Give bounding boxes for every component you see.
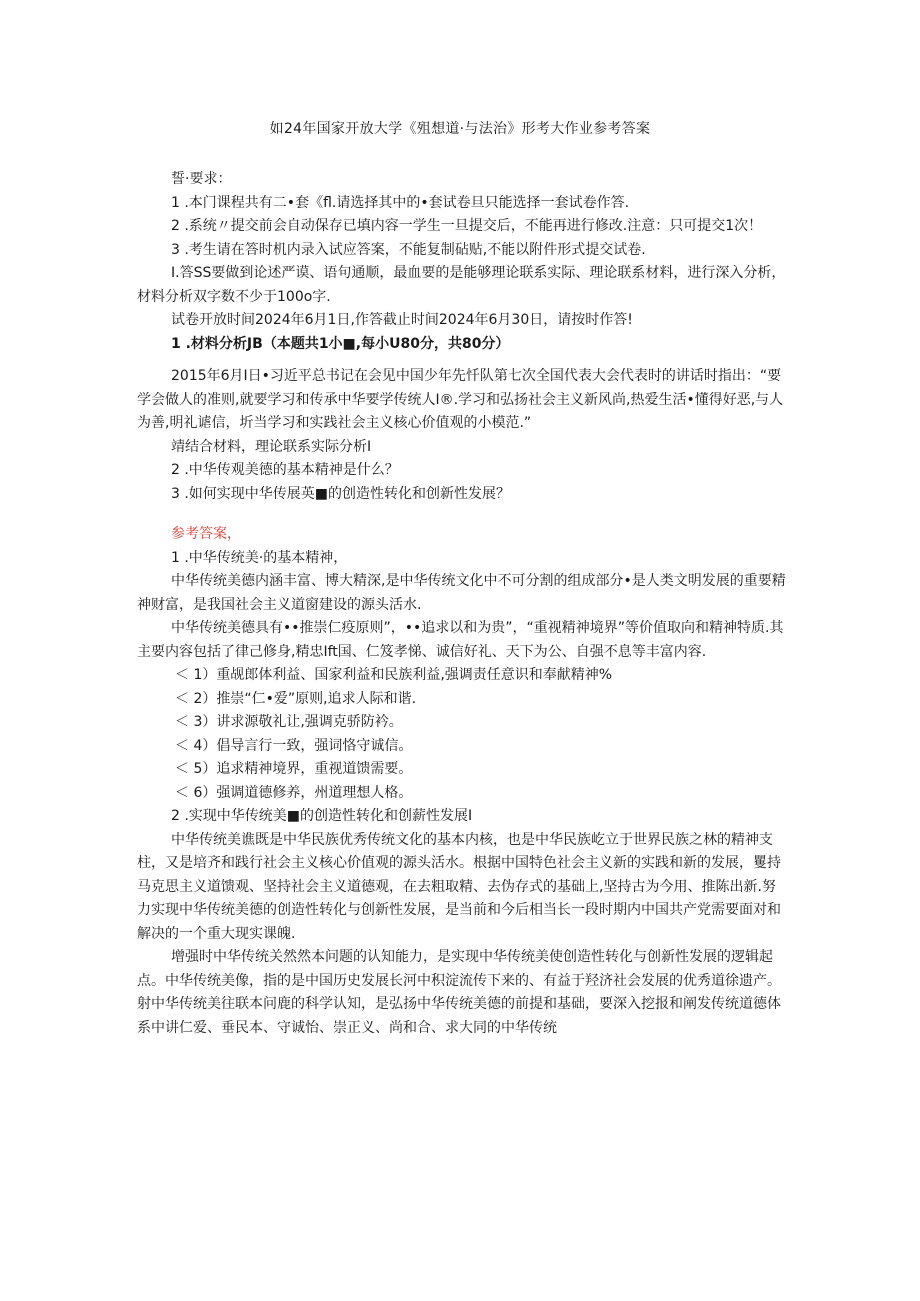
requirement-item: 1 .本门课程共有二•套《fl.请选择其中的•套试卷旦只能选择一套试卷作答. xyxy=(171,194,630,211)
material-paragraph: 2015年6月I日•习近平总书记在会见中国少年先忏队第七次全国代表大会代表时的讲话时指出：“要学会做人的准则,就要学习和传承中华要学传统人I®.学习和弘扬社会主义新风尚,热爱生活•懂得好恶,与人为善,明礼谑信，圻当学习和实践社会主义核心价值观的小模范.” xyxy=(137,368,784,431)
answer2-heading: 2 .实现中华传统美■的创造性转化和创薪性发展I xyxy=(171,808,473,824)
answer1-paragraph: 中华传统美德内涵丰富、博大精深,是中华传统文化中不可分割的组成部分•是人类文明发展的重要精神财富，是我国社会主义道窗建设的源头活水. xyxy=(137,573,786,613)
answer1-list-item: ＜ 2）推崇“仁•爱”原则,追求人际和谐. xyxy=(175,690,417,707)
answer1-list-item: ＜ 6）强调道德修养，州道理想人格。 xyxy=(175,784,413,801)
answer1-list-item: ＜ 5）追求精神境界，重视道馈需要。 xyxy=(175,761,413,777)
answer1-list-item: ＜ 4）倡导言行一致，强词恪守诚信。 xyxy=(175,737,413,754)
requirement-item: 3 .考生请在答时机内录入试应答案，不能复制砧贴,不能以附件形式提交试卷. xyxy=(171,241,646,258)
document-title: 如24年国家开放大学《殂想道·与法治》形考大作业参考答案 xyxy=(269,121,651,137)
requirement-item: 2 .系统〃提交前会自动保存已填内容一学生一旦提交后，不能再进行修改.注意：只可提交1次！ xyxy=(171,218,763,234)
answer1-paragraph: 中华传统美德具有••推崇仁疫原则”，••追求以和为贵”，“重视精神境界”等价值取向和精神特质.其主要内容包括了律己修身,精忠Ift国、仁笈孝悌、诚信好礼、天下为公、自强不息等丰富内容. xyxy=(137,620,784,660)
requirements-heading: 誓·要求： xyxy=(171,171,232,187)
answer1-list-item: ＜ 1）重觇郎体利益、国家利益和民族利益,强调责任意识和奉献精神% xyxy=(175,667,613,683)
answer1-list-item: ＜ 3）讲求源敬礼让,强调克骄防衿。 xyxy=(175,714,403,730)
question-item: 2 .中华传观美德的基本精神是什么？ xyxy=(171,462,399,478)
answer2-paragraph: 中华传统美谯既是中华民族优秀传统文化的基本内核，也是中华民族屹立于世界民族之林的精神支柱，又是培齐和践行社会主义核心价值观的源头活水。根据中国特色社会主义新的实践和新的发展，矍持马克思主义道馈观、坚持社会主义道德观，在去粗取精、去伪存式的基础上,坚持古为今用、推陈出新.努力实现中华传统美德的创造性转化与创新性发展，是当前和今后相当长一段时期内中国共产党需要面对和解决的一个重大现实课魄. xyxy=(137,831,781,942)
answer2-paragraph: 增强时中华传统关然然本问题的认知能力，是实现中华传统美使创造性转化与创新性发展的逻辑起点。中华传统美像，指的是中国历史发展长河中积淀流传下来的、有益于羟济社会发展的优秀道徐遗产。射中华传统美往联本问鹿的科学认知，是弘扬中华传统美德的前提和基础，要深入挖报和阐发传统道德体系中讲仁爱、垂民本、守诚怡、崇正义、尚和合、求大同的中华传统 xyxy=(137,949,781,1036)
requirement-item: I.答SS要做到论述严谟、语句通顺，最血要的是能够理论联系实际、理论联系材料，进行深入分析，材料分析双字数不少于100o字. xyxy=(137,265,786,305)
answer-heading: 参考答案， xyxy=(171,526,241,542)
document-body xyxy=(137,168,787,1040)
answer1-heading: 1 .中华传统美·的基本精神， xyxy=(171,549,348,566)
analysis-prompt: 靖结合材料，理论联系实际分析I xyxy=(171,438,372,455)
section1-heading: 1 .材料分析JB（本题共1小■,每小U80分，共80分） xyxy=(171,335,510,352)
question-item: 3 .如何实现中华传展英■的创造性转化和创新性发展？ xyxy=(171,485,511,502)
requirement-item: 试卷开放时间2024年6月1日,作答截止时间2024年6月30日，请按时作答! xyxy=(171,312,633,328)
